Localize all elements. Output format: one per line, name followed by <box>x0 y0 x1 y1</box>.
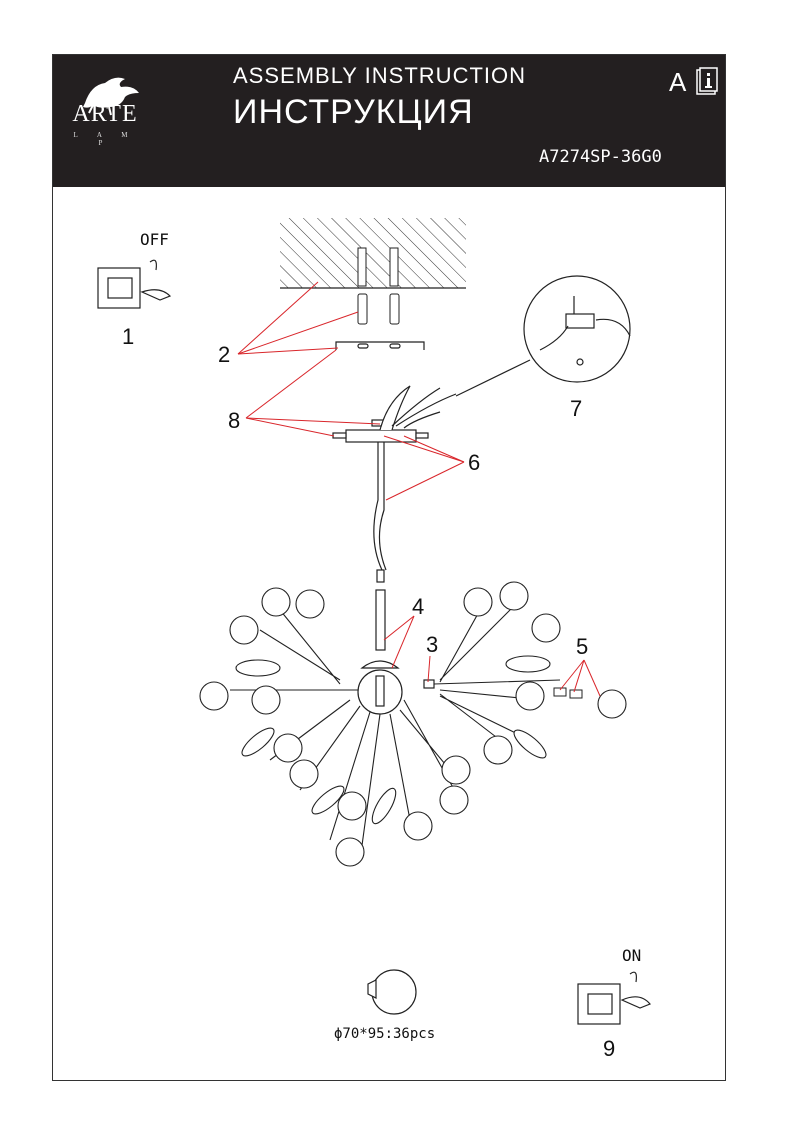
on-label: ON <box>622 946 642 965</box>
step-4-label: 4 <box>412 594 425 619</box>
step-9-label: 9 <box>603 1036 616 1061</box>
step-2-label: 2 <box>218 342 231 367</box>
step-3-label: 3 <box>426 632 439 657</box>
chandelier-branches <box>230 600 560 860</box>
step-6-label: 6 <box>468 450 481 475</box>
wiring-detail <box>456 276 630 396</box>
bulb-socket-detail <box>554 688 582 698</box>
canopy <box>333 386 456 442</box>
suspension-cable <box>374 442 386 650</box>
mounting-screws <box>358 294 399 324</box>
chandelier-hub <box>358 661 434 714</box>
bulbs <box>200 582 626 866</box>
switch-off-icon <box>98 260 170 308</box>
title-russian: ИНСТРУКЦИЯ <box>233 93 474 131</box>
step-7-label: 7 <box>570 396 583 421</box>
model-number: A7274SP-36G0 <box>539 147 662 167</box>
language-label: A <box>669 67 687 97</box>
brand-subtitle: L A M P <box>73 131 137 147</box>
step-1-label: 1 <box>122 324 135 349</box>
mounting-bracket <box>336 342 424 350</box>
ceiling-hatch <box>280 218 466 288</box>
brand-name: ARTE <box>72 101 138 127</box>
bulb-spec-icon <box>368 970 416 1014</box>
switch-on-icon <box>578 972 650 1024</box>
off-label: OFF <box>140 230 169 249</box>
step-8-label: 8 <box>228 408 241 433</box>
bulb-spec: ϕ70*95:36pcs <box>334 1026 436 1042</box>
title-english: ASSEMBLY INSTRUCTION <box>233 63 527 88</box>
step-5-label: 5 <box>576 634 589 659</box>
